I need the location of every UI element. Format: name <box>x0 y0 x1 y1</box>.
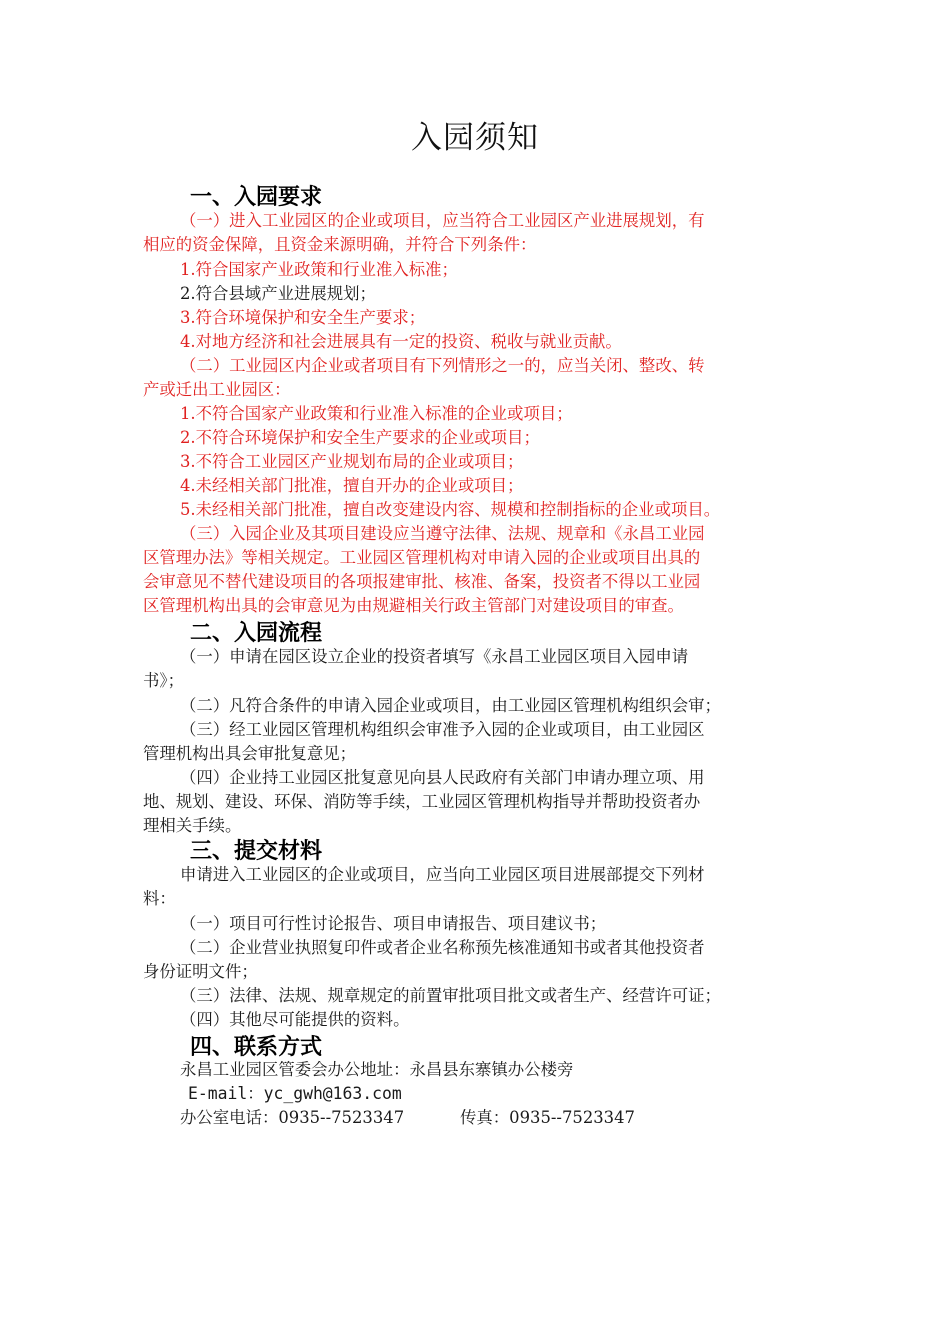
list-item: 3.不符合工业园区产业规划布局的企业或项目； <box>180 452 524 471</box>
section-heading-materials: 三、提交材料 <box>190 839 323 864</box>
list-item: 1.不符合国家产业政策和行业准入标准的企业或项目； <box>180 404 573 423</box>
paragraph-line: （一）进入工业园区的企业或项目，应当符合工业园区产业进展规划，有 <box>180 211 705 230</box>
contact-address: 永昌工业园区管委会办公地址：永昌县东寨镇办公楼旁 <box>180 1060 574 1079</box>
list-item: 4.未经相关部门批准，擅自开办的企业或项目； <box>180 476 524 495</box>
page-title: 入园须知 <box>411 120 539 156</box>
paragraph-line: 会审意见不替代建设项目的各项报建审批、核准、备案，投资者不得以工业园 <box>143 572 701 591</box>
paragraph-line: 身份证明文件； <box>143 962 258 981</box>
list-item: （三）法律、法规、规章规定的前置审批项目批文或者生产、经营许可证； <box>180 986 721 1005</box>
paragraph-line: 区管理机构出具的会审意见为由规避相关行政主管部门对建设项目的审查。 <box>143 596 684 615</box>
paragraph-line: 书》； <box>143 671 184 690</box>
contact-email: E-mail：yc_gwh@163.com <box>188 1084 402 1103</box>
section-heading-requirements: 一、入园要求 <box>190 185 323 210</box>
paragraph-line: 区管理办法》等相关规定。工业园区管理机构对申请入园的企业或项目出具的 <box>143 548 701 567</box>
list-item: 4.对地方经济和社会进展具有一定的投资、税收与就业贡献。 <box>180 332 622 351</box>
paragraph-line: （三）入园企业及其项目建设应当遵守法律、法规、规章和《永昌工业园 <box>180 524 705 543</box>
paragraph-line: （三）经工业园区管理机构组织会审准予入园的企业或项目，由工业园区 <box>180 720 705 739</box>
contact-phone: 办公室电话：0935--7523347 <box>180 1108 405 1127</box>
list-item: 3.符合环境保护和安全生产要求； <box>180 308 426 327</box>
contact-fax: 传真：0935--7523347 <box>460 1108 635 1127</box>
paragraph-line: （二）工业园区内企业或者项目有下列情形之一的，应当关闭、整改、转 <box>180 356 705 375</box>
list-item: （二）企业营业执照复印件或者企业名称预先核准通知书或者其他投资者 <box>180 938 705 957</box>
list-item: 2.符合县域产业进展规划； <box>180 284 376 303</box>
paragraph-line: 理相关手续。 <box>143 816 242 835</box>
list-item: 2.不符合环境保护和安全生产要求的企业或项目； <box>180 428 540 447</box>
section-heading-process: 二、入园流程 <box>190 621 323 646</box>
paragraph-line: （二）凡符合条件的申请入园企业或项目，由工业园区管理机构组织会审； <box>180 696 721 715</box>
paragraph-line: 管理机构出具会审批复意见； <box>143 744 357 763</box>
list-item: 5.未经相关部门批准，擅自改变建设内容、规模和控制指标的企业或项目。 <box>180 500 721 519</box>
paragraph-line: 相应的资金保障，且资金来源明确，并符合下列条件： <box>143 235 537 254</box>
section-heading-contact: 四、联系方式 <box>190 1035 323 1060</box>
paragraph-line: 料： <box>143 889 176 908</box>
list-item: （一）项目可行性讨论报告、项目申请报告、项目建议书； <box>180 914 607 933</box>
paragraph-line: （一）申请在园区设立企业的投资者填写《永昌工业园区项目入园申请 <box>180 647 689 666</box>
list-item: （四）其他尽可能提供的资料。 <box>180 1010 410 1029</box>
paragraph-line: 地、规划、建设、环保、消防等手续，工业园区管理机构指导并帮助投资者办 <box>143 792 701 811</box>
paragraph-line: （四）企业持工业园区批复意见向县人民政府有关部门申请办理立项、用 <box>180 768 705 787</box>
list-item: 1.符合国家产业政策和行业准入标准； <box>180 260 458 279</box>
paragraph-line: 产或迁出工业园区： <box>143 380 291 399</box>
paragraph-line: 申请进入工业园区的企业或项目，应当向工业园区项目进展部提交下列材 <box>180 865 705 884</box>
